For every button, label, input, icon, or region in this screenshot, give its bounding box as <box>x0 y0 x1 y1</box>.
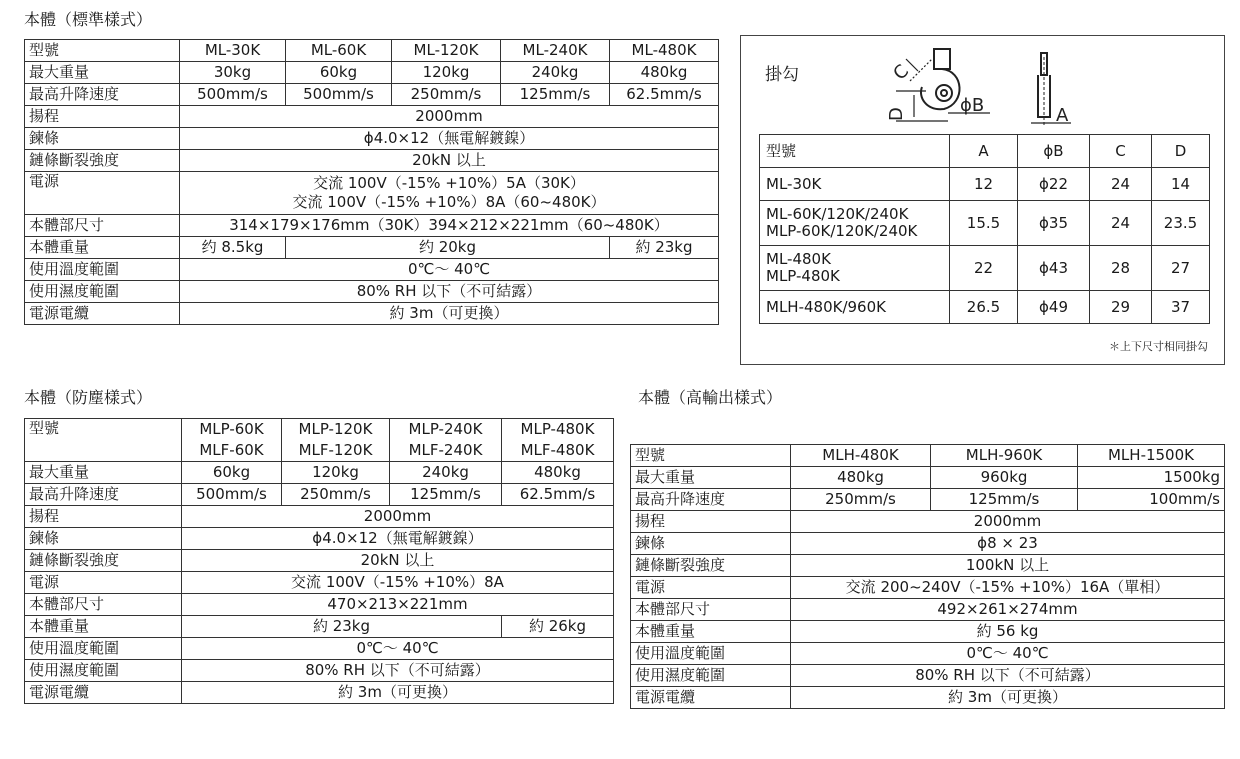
model-cell: MLP-480K <box>502 419 614 441</box>
model-cell: ML-120K <box>392 40 501 62</box>
row-label: 本體重量 <box>25 237 180 259</box>
power-line-1: 交流 100V（-15% +10%）5A（30K） <box>313 174 585 192</box>
value-cell: 20kN 以上 <box>182 550 614 572</box>
value-cell: 14 <box>1152 168 1210 201</box>
row-label: 本體部尺寸 <box>25 594 182 616</box>
row-label: 鏈條斷裂強度 <box>631 555 791 577</box>
table-row <box>25 462 614 484</box>
model-cell: MLP-120K <box>282 419 390 441</box>
value-cell: 約 3m（可更換） <box>182 682 614 704</box>
table-row <box>631 577 1225 599</box>
row-label: 使用濕度範圍 <box>25 281 180 303</box>
row-label: 最大重量 <box>25 62 180 84</box>
table-row <box>25 572 614 594</box>
table-row <box>25 419 614 441</box>
table-row <box>631 533 1225 555</box>
value-cell: 20kN 以上 <box>180 150 719 172</box>
table-row <box>25 172 719 215</box>
table-row <box>25 281 719 303</box>
table-row <box>760 246 1210 291</box>
value-cell: 120kg <box>392 62 501 84</box>
value-cell: 约 8.5kg <box>180 237 286 259</box>
row-label: 使用溫度範圍 <box>631 643 791 665</box>
table-row <box>25 40 719 62</box>
high-output-spec-table <box>630 444 1225 709</box>
high-output-title: 本體（高輸出樣式） <box>638 388 783 407</box>
table-row <box>631 467 1225 489</box>
model-cell <box>760 246 950 291</box>
value-cell: 24 <box>1090 201 1152 246</box>
value-cell: ϕ4.0×12（無電解鍍鎳） <box>182 528 614 550</box>
value-cell: 60kg <box>286 62 392 84</box>
row-label: 鍊條 <box>25 528 182 550</box>
row-label: 使用濕度範圍 <box>631 665 791 687</box>
row-label: 最大重量 <box>631 467 791 489</box>
value-cell: 15.5 <box>950 201 1018 246</box>
value-cell: 80% RH 以下（不可結露） <box>180 281 719 303</box>
value-cell: 125mm/s <box>501 84 610 106</box>
row-label: 型號 <box>25 419 182 462</box>
model-line: MLP-60K/120K/240K <box>766 222 918 240</box>
table-row <box>25 259 719 281</box>
value-cell: 交流 200~240V（-15% +10%）16A（單相） <box>791 577 1225 599</box>
table-row <box>25 550 614 572</box>
value-cell: 500mm/s <box>182 484 282 506</box>
value-cell: 250mm/s <box>791 489 931 511</box>
value-cell: 470×213×221mm <box>182 594 614 616</box>
row-label: 本體重量 <box>25 616 182 638</box>
header-cell: A <box>950 135 1018 168</box>
row-label: 最大重量 <box>25 462 182 484</box>
value-cell: 100mm/s <box>1078 489 1225 511</box>
value-cell: 100kN 以上 <box>791 555 1225 577</box>
table-row <box>25 682 614 704</box>
value-cell <box>180 172 719 215</box>
value-cell: 29 <box>1090 291 1152 324</box>
table-row <box>25 215 719 237</box>
value-cell: 23.5 <box>1152 201 1210 246</box>
model-cell: MLH-960K <box>931 445 1078 467</box>
value-cell: 80% RH 以下（不可結露） <box>791 665 1225 687</box>
value-cell: 0℃～ 40℃ <box>180 259 719 281</box>
model-cell: MLH-480K/960K <box>760 291 950 324</box>
value-cell: 240kg <box>390 462 502 484</box>
row-label: 本體部尺寸 <box>631 599 791 621</box>
model-cell: MLF-120K <box>282 440 390 462</box>
value-cell: ϕ43 <box>1018 246 1090 291</box>
model-cell: MLP-60K <box>182 419 282 441</box>
row-label: 揚程 <box>25 506 182 528</box>
value-cell: ϕ35 <box>1018 201 1090 246</box>
value-cell: 480kg <box>502 462 614 484</box>
table-row <box>25 506 614 528</box>
value-cell: 约 20kg <box>286 237 610 259</box>
value-cell: 480kg <box>791 467 931 489</box>
table-row <box>631 445 1225 467</box>
model-line: MLP-480K <box>766 267 840 285</box>
value-cell: 30kg <box>180 62 286 84</box>
row-label: 最高升降速度 <box>25 84 180 106</box>
row-label: 揚程 <box>631 511 791 533</box>
value-cell: 80% RH 以下（不可結露） <box>182 660 614 682</box>
header-cell: C <box>1090 135 1152 168</box>
table-row <box>25 303 719 325</box>
hook-label-a: A <box>1056 105 1069 126</box>
table-row <box>631 599 1225 621</box>
value-cell: 約 3m（可更換） <box>791 687 1225 709</box>
hook-label-d: D <box>886 107 907 121</box>
value-cell: 12 <box>950 168 1018 201</box>
value-cell: 1500kg <box>1078 467 1225 489</box>
value-cell: 27 <box>1152 246 1210 291</box>
table-row <box>25 638 614 660</box>
table-row <box>631 643 1225 665</box>
row-label: 電源 <box>631 577 791 599</box>
model-cell <box>760 201 950 246</box>
dustproof-title: 本體（防塵樣式） <box>24 388 153 407</box>
value-cell: 2000mm <box>791 511 1225 533</box>
table-row <box>25 616 614 638</box>
row-label: 使用濕度範圍 <box>25 660 182 682</box>
value-cell: 約 26kg <box>502 616 614 638</box>
value-cell: 24 <box>1090 168 1152 201</box>
header-cell: ϕB <box>1018 135 1090 168</box>
value-cell: 62.5mm/s <box>610 84 719 106</box>
table-row <box>631 489 1225 511</box>
power-line-2: 交流 100V（-15% +10%）8A（60~480K） <box>292 193 606 211</box>
hook-label-b: ϕB <box>960 95 985 116</box>
row-label: 鍊條 <box>25 128 180 150</box>
table-row <box>25 106 719 128</box>
table-row <box>25 484 614 506</box>
row-label: 型號 <box>25 40 180 62</box>
value-cell: ϕ4.0×12（無電解鍍鎳） <box>180 128 719 150</box>
table-row <box>25 150 719 172</box>
value-cell: ϕ8 × 23 <box>791 533 1225 555</box>
value-cell: 約 23kg <box>182 616 502 638</box>
value-cell: 492×261×274mm <box>791 599 1225 621</box>
model-cell: MLH-480K <box>791 445 931 467</box>
value-cell: 2000mm <box>182 506 614 528</box>
value-cell: 314×179×176mm（30K）394×212×221mm（60~480K） <box>180 215 719 237</box>
row-label: 電源電纜 <box>631 687 791 709</box>
value-cell: 240kg <box>501 62 610 84</box>
model-cell: ML-30K <box>180 40 286 62</box>
value-cell: 0℃～ 40℃ <box>182 638 614 660</box>
row-label: 電源 <box>25 172 180 215</box>
model-cell: MLF-60K <box>182 440 282 462</box>
row-label: 電源 <box>25 572 182 594</box>
hook-title: 掛勾 <box>765 65 799 85</box>
header-cell: D <box>1152 135 1210 168</box>
row-label: 本體部尺寸 <box>25 215 180 237</box>
standard-title: 本體（標準樣式） <box>24 10 153 29</box>
value-cell: 960kg <box>931 467 1078 489</box>
table-row <box>631 687 1225 709</box>
table-row <box>631 555 1225 577</box>
table-row <box>25 660 614 682</box>
table-row <box>25 84 719 106</box>
row-label: 揚程 <box>25 106 180 128</box>
model-cell: ML-60K <box>286 40 392 62</box>
value-cell: 37 <box>1152 291 1210 324</box>
header-cell: 型號 <box>760 135 950 168</box>
row-label: 電源電纜 <box>25 303 180 325</box>
hook-note: ＊上下尺寸相同掛勾 <box>1109 340 1208 353</box>
standard-spec-table <box>24 39 719 325</box>
value-cell: 62.5mm/s <box>502 484 614 506</box>
row-label: 鏈條斷裂強度 <box>25 550 182 572</box>
model-cell: MLH-1500K <box>1078 445 1225 467</box>
value-cell: 250mm/s <box>392 84 501 106</box>
model-cell: MLF-480K <box>502 440 614 462</box>
value-cell: 500mm/s <box>180 84 286 106</box>
row-label: 最高升降速度 <box>631 489 791 511</box>
hook-label-c: C <box>889 60 914 85</box>
value-cell: 500mm/s <box>286 84 392 106</box>
value-cell: 0℃～ 40℃ <box>791 643 1225 665</box>
hook-table <box>759 134 1210 324</box>
row-label: 電源電纜 <box>25 682 182 704</box>
table-row <box>25 128 719 150</box>
table-row <box>25 528 614 550</box>
value-cell: 約 56 kg <box>791 621 1225 643</box>
model-cell: ML-240K <box>501 40 610 62</box>
table-row <box>25 62 719 84</box>
value-cell: ϕ49 <box>1018 291 1090 324</box>
row-label: 鍊條 <box>631 533 791 555</box>
value-cell: ϕ22 <box>1018 168 1090 201</box>
value-cell: 22 <box>950 246 1018 291</box>
model-line: ML-480K <box>766 250 831 268</box>
row-label: 型號 <box>631 445 791 467</box>
value-cell: 60kg <box>182 462 282 484</box>
table-row <box>631 621 1225 643</box>
model-cell: ML-480K <box>610 40 719 62</box>
row-label: 鏈條斷裂強度 <box>25 150 180 172</box>
value-cell: 約 3m（可更換） <box>180 303 719 325</box>
dustproof-spec-table <box>24 418 614 704</box>
table-row <box>760 168 1210 201</box>
row-label: 使用溫度範圍 <box>25 259 180 281</box>
table-row <box>631 511 1225 533</box>
table-row <box>760 135 1210 168</box>
model-line: ML-60K/120K/240K <box>766 205 909 223</box>
value-cell: 26.5 <box>950 291 1018 324</box>
value-cell: 120kg <box>282 462 390 484</box>
value-cell: 480kg <box>610 62 719 84</box>
value-cell: 250mm/s <box>282 484 390 506</box>
value-cell: 125mm/s <box>390 484 502 506</box>
table-row <box>760 201 1210 246</box>
hook-panel <box>740 35 1225 365</box>
row-label: 最高升降速度 <box>25 484 182 506</box>
model-cell: ML-30K <box>760 168 950 201</box>
value-cell: 28 <box>1090 246 1152 291</box>
row-label: 使用溫度範圍 <box>25 638 182 660</box>
row-label: 本體重量 <box>631 621 791 643</box>
table-row <box>25 594 614 616</box>
value-cell: 2000mm <box>180 106 719 128</box>
model-cell: MLP-240K <box>390 419 502 441</box>
value-cell: 125mm/s <box>931 489 1078 511</box>
table-row <box>760 291 1210 324</box>
table-row <box>631 665 1225 687</box>
value-cell: 交流 100V（-15% +10%）8A <box>182 572 614 594</box>
value-cell: 約 23kg <box>610 237 719 259</box>
hook-diagram <box>866 41 1096 131</box>
model-cell: MLF-240K <box>390 440 502 462</box>
table-row <box>25 237 719 259</box>
